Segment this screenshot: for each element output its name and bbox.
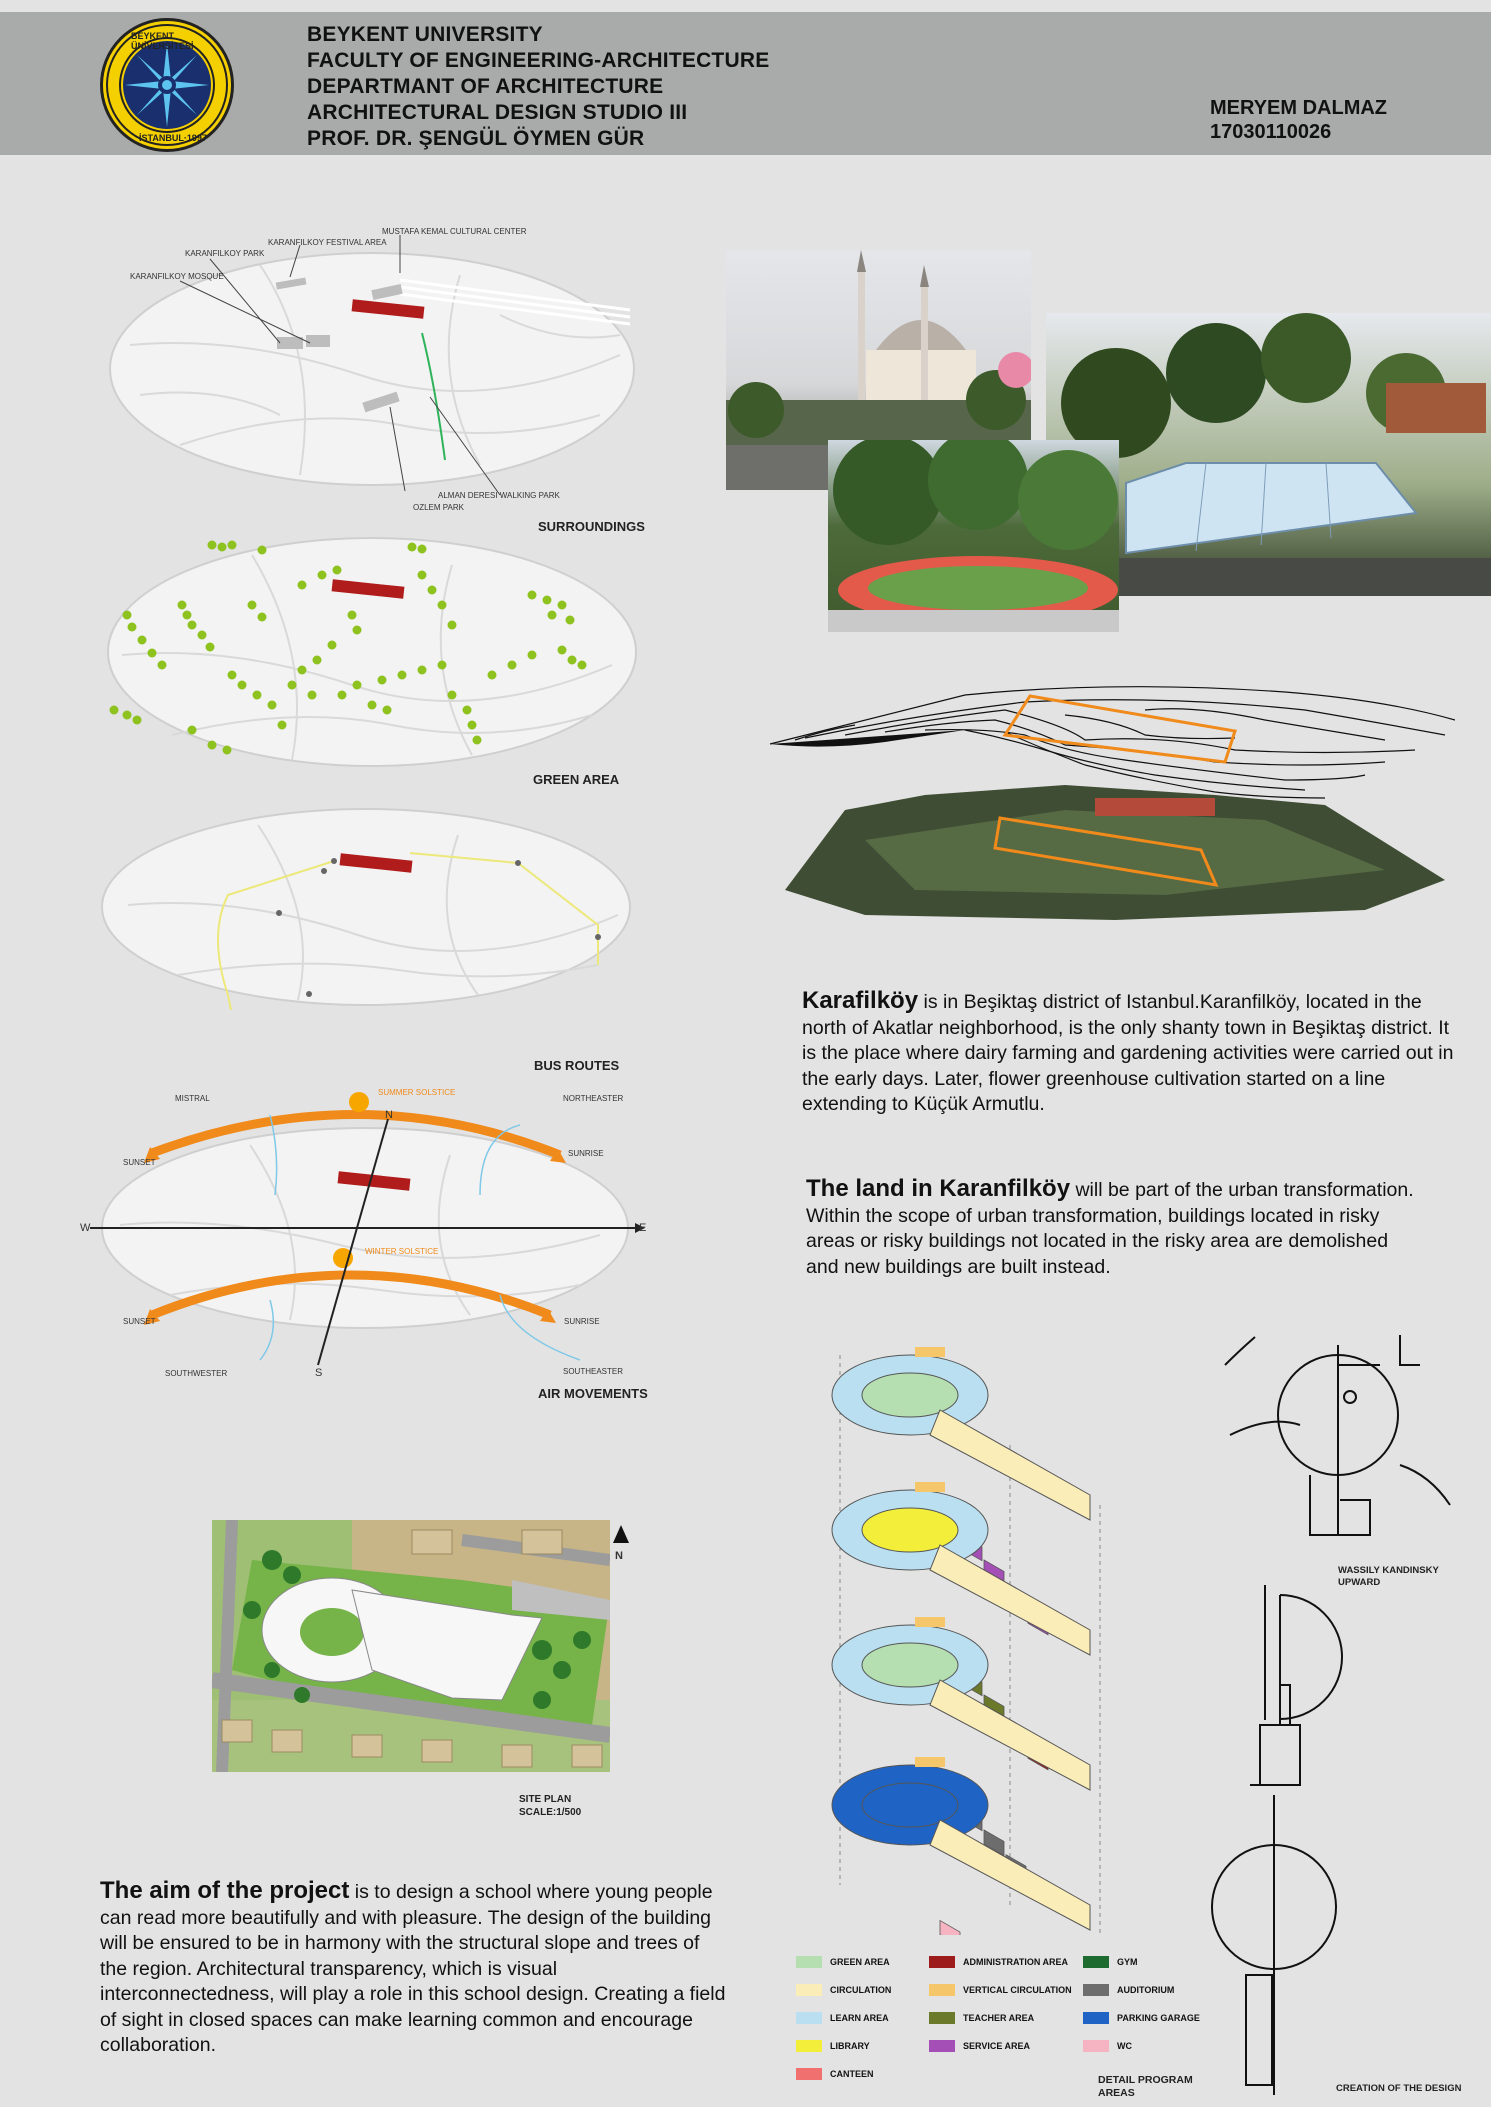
label-alman: ALMAN DERESI WALKING PARK [438, 491, 560, 500]
tree-icon [558, 646, 567, 655]
label-south: S [315, 1367, 323, 1379]
label-sunset-2: SUNSET [123, 1317, 156, 1326]
floor-top [832, 1347, 1090, 1635]
professor-name: PROF. DR. ŞENGÜL ÖYMEN GÜR [307, 127, 645, 150]
caption-surroundings: SURROUNDINGS [538, 519, 645, 534]
site-plan-caption-1: SITE PLAN [519, 1794, 572, 1805]
tree-icon [368, 701, 377, 710]
header-titles [307, 22, 769, 152]
legend-item [929, 1956, 1068, 1968]
tree-icon [183, 611, 192, 620]
tree-icon [418, 571, 427, 580]
tree-icon [353, 681, 362, 690]
tree-icon [123, 711, 132, 720]
label-sunrise-1: SUNRISE [568, 1149, 604, 1158]
tree-icon [398, 671, 407, 680]
tree-icon [438, 661, 447, 670]
tree-icon [318, 571, 327, 580]
tree-icon [258, 546, 267, 555]
tree-icon [348, 611, 357, 620]
tree-icon [543, 596, 552, 605]
tree-icon [448, 621, 457, 630]
label-winter: WINTER SOLSTICE [365, 1247, 439, 1256]
tree-icon [278, 721, 287, 730]
tree-icon [338, 691, 347, 700]
tree-icon [418, 666, 427, 675]
tree-icon [508, 661, 517, 670]
legend-label: VERTICAL CIRCULATION [963, 1985, 1072, 1995]
legend-label: PARKING GARAGE [1117, 2013, 1200, 2023]
topography-model [765, 680, 1455, 925]
legend-swatch [1083, 1984, 1109, 1996]
paragraph-aim [100, 1878, 730, 2059]
tree-icon [473, 736, 482, 745]
exploded-axonometric [830, 1345, 1110, 1935]
legend-label: AUDITORIUM [1117, 1985, 1175, 1995]
legend-label: SERVICE AREA [963, 2041, 1031, 2051]
label-southeaster: SOUTHEASTER [563, 1367, 624, 1376]
bus-routes-map [98, 805, 638, 1010]
legend-swatch [929, 2040, 955, 2052]
tree-icon [208, 741, 217, 750]
tree-icon [313, 656, 322, 665]
label-west: W [80, 1222, 91, 1234]
tree-icon [288, 681, 297, 690]
green-area-map [92, 535, 652, 770]
tree-icon [548, 611, 557, 620]
tree-icon [298, 666, 307, 675]
label-sunrise-2: SUNRISE [564, 1317, 600, 1326]
tree-icon [558, 601, 567, 610]
legend-item [796, 2068, 874, 2080]
label-mustafa: MUSTAFA KEMAL CULTURAL CENTER [382, 227, 527, 236]
label-summer: SUMMER SOLSTICE [378, 1088, 456, 1097]
studio-name: ARCHITECTURAL DESIGN STUDIO III [307, 101, 688, 124]
legend-item [796, 1984, 891, 1996]
tree-icon [206, 643, 215, 652]
tree-icon [218, 543, 227, 552]
legend-label: LEARN AREA [830, 2013, 889, 2023]
tree-icon [110, 706, 119, 715]
tree-icon [463, 706, 472, 715]
legend-swatch [796, 1956, 822, 1968]
label-north: N [385, 1109, 393, 1121]
air-movements-map [80, 1085, 660, 1385]
label-east: E [639, 1222, 647, 1234]
paragraph-karafilkoy-lead: Karafilköy [802, 987, 919, 1014]
label-northeaster: NORTHEASTER [563, 1094, 624, 1103]
paragraph-karafilkoy [802, 988, 1462, 1118]
logo-text-top: BEYKENT ÜNİVERSİTESİ [131, 31, 194, 51]
tree-icon [148, 649, 157, 658]
tree-icon [428, 586, 437, 595]
tree-icon [298, 581, 307, 590]
park-photo [828, 440, 1119, 632]
tree-icon [223, 746, 232, 755]
tree-icon [253, 691, 262, 700]
kandinsky-caption-2: UPWARD [1338, 1577, 1381, 1588]
legend-item [1083, 2012, 1200, 2024]
legend-label: CIRCULATION [830, 1985, 892, 1995]
tree-icon [308, 691, 317, 700]
tree-icon [198, 631, 207, 640]
paragraph-aim-lead: The aim of the project [100, 1877, 350, 1904]
department-name: DEPARTMANT OF ARCHITECTURE [307, 75, 664, 98]
legend-swatch [1083, 2040, 1109, 2052]
legend-item [929, 2040, 1030, 2052]
caption-bus: BUS ROUTES [534, 1058, 620, 1073]
tree-icon [178, 601, 187, 610]
label-sunset-1: SUNSET [123, 1158, 156, 1167]
label-festival: KARANFILKOY FESTIVAL AREA [268, 238, 387, 247]
tree-icon [188, 621, 197, 630]
legend-swatch [1083, 2012, 1109, 2024]
legend-item [1083, 2040, 1132, 2052]
tree-icon [353, 626, 362, 635]
legend-item [929, 2012, 1034, 2024]
tree-icon [188, 726, 197, 735]
creation-caption: CREATION OF THE DESIGN [1336, 2083, 1462, 2094]
tree-icon [248, 601, 257, 610]
tree-icon [228, 671, 237, 680]
tree-icon [133, 716, 142, 725]
tree-icon [418, 545, 427, 554]
university-name: BEYKENT UNIVERSITY [307, 23, 543, 46]
tree-icon [488, 671, 497, 680]
legend-swatch [929, 1984, 955, 1996]
legend-item [796, 1956, 890, 1968]
tree-icon [238, 681, 247, 690]
tree-icon [528, 591, 537, 600]
north-arrow-icon [613, 1525, 629, 1543]
floor-second [832, 1482, 1090, 1770]
tree-icon [208, 541, 217, 550]
label-mistral: MISTRAL [175, 1094, 210, 1103]
site-plan-north: N [615, 1550, 623, 1562]
university-logo [100, 18, 234, 152]
tree-icon [123, 611, 132, 620]
legend-title-2: AREAS [1098, 2087, 1135, 2099]
legend-swatch [796, 2068, 822, 2080]
tree-icon [138, 636, 147, 645]
legend-item [796, 2040, 870, 2052]
legend-label: GYM [1117, 1957, 1138, 1967]
tree-icon [566, 616, 575, 625]
label-southwester: SOUTHWESTER [165, 1369, 228, 1378]
legend-title-1: DETAIL PROGRAM [1098, 2074, 1193, 2086]
student-info [1210, 96, 1387, 144]
legend-label: GREEN AREA [830, 1957, 890, 1967]
tree-icon [438, 601, 447, 610]
tree-icon [468, 721, 477, 730]
tree-icon [408, 543, 417, 552]
tree-icon [568, 656, 577, 665]
legend-label: WC [1117, 2041, 1132, 2051]
legend-item [1083, 1956, 1138, 1968]
tree-icon [128, 623, 137, 632]
legend-swatch [796, 2040, 822, 2052]
legend-swatch [796, 2012, 822, 2024]
legend-label: LIBRARY [830, 2041, 870, 2051]
site-plan [212, 1520, 610, 1772]
label-ozlem: OZLEM PARK [413, 503, 464, 512]
paragraph-karafilkoy-body: is in Beşiktaş district of Istanbul.Karanfilköy, located in the north of Akatlar neighborhood, is the only shanty town in Beşiktaş district. It is the place where dairy farming and gardening activities were carried out in the early days. Later, flower greenhouse cultivation started on a line extending to Küçük Armutlu. [802, 991, 1454, 1115]
tree-icon [448, 691, 457, 700]
tree-icon [328, 641, 337, 650]
tree-icon [258, 613, 267, 622]
tree-icon [158, 661, 167, 670]
caption-air: AIR MOVEMENTS [538, 1386, 648, 1401]
caption-green: GREEN AREA [533, 772, 620, 787]
kandinsky-caption-1: WASSILY KANDINSKY [1338, 1565, 1439, 1576]
label-park: KARANFILKOY PARK [185, 249, 265, 258]
tree-icon [383, 706, 392, 715]
legend-label: TEACHER AREA [963, 2013, 1035, 2023]
paragraph-land [806, 1176, 1418, 1280]
student-name: MERYEM DALMAZ [1210, 97, 1388, 119]
tree-icon [378, 676, 387, 685]
tree-icon [333, 566, 342, 575]
floor-ground [832, 1757, 1090, 1935]
legend-swatch [929, 1956, 955, 1968]
legend-swatch [929, 2012, 955, 2024]
tree-icon [268, 701, 277, 710]
student-id: 17030110026 [1210, 121, 1332, 143]
legend-label: ADMINISTRATION AREA [963, 1957, 1068, 1967]
legend-swatch [1083, 1956, 1109, 1968]
legend-label: CANTEEN [830, 2069, 874, 2079]
legend-item [1083, 1984, 1174, 1996]
faculty-name: FACULTY OF ENGINEERING-ARCHITECTURE [307, 49, 770, 72]
tree-icon [228, 541, 237, 550]
surroundings-map [100, 225, 660, 530]
legend-item [929, 1984, 1072, 1996]
paragraph-land-lead: The land in Karanfilköy [806, 1175, 1071, 1202]
legend-item [796, 2012, 889, 2024]
logo-text-bottom: İSTANBUL·1997 [139, 133, 207, 143]
paragraph-land-body: will be part of the urban transformation. Within the scope of urban transformation, buildings located in risky areas or risky buildings not located in the risky area are demolished and new buildings are built instead. [806, 1179, 1414, 1278]
tree-icon [578, 661, 587, 670]
label-mosque: KARANFILKOY MOSQUE [130, 272, 224, 281]
legend-swatch [796, 1984, 822, 1996]
tree-icon [528, 651, 537, 660]
paragraph-aim-body: is to design a school where young people can read more beautifully and with pleasure. The design of the building will be ensured to be in harmony with the structural slope and trees of the region. Architectural transparency, which is visual interconnectedness, will play a role in this school design. Creating a field of sight in closed spaces can make learning common and encourage collaboration. [100, 1881, 726, 2056]
site-plan-caption-2: SCALE:1/500 [519, 1807, 582, 1818]
